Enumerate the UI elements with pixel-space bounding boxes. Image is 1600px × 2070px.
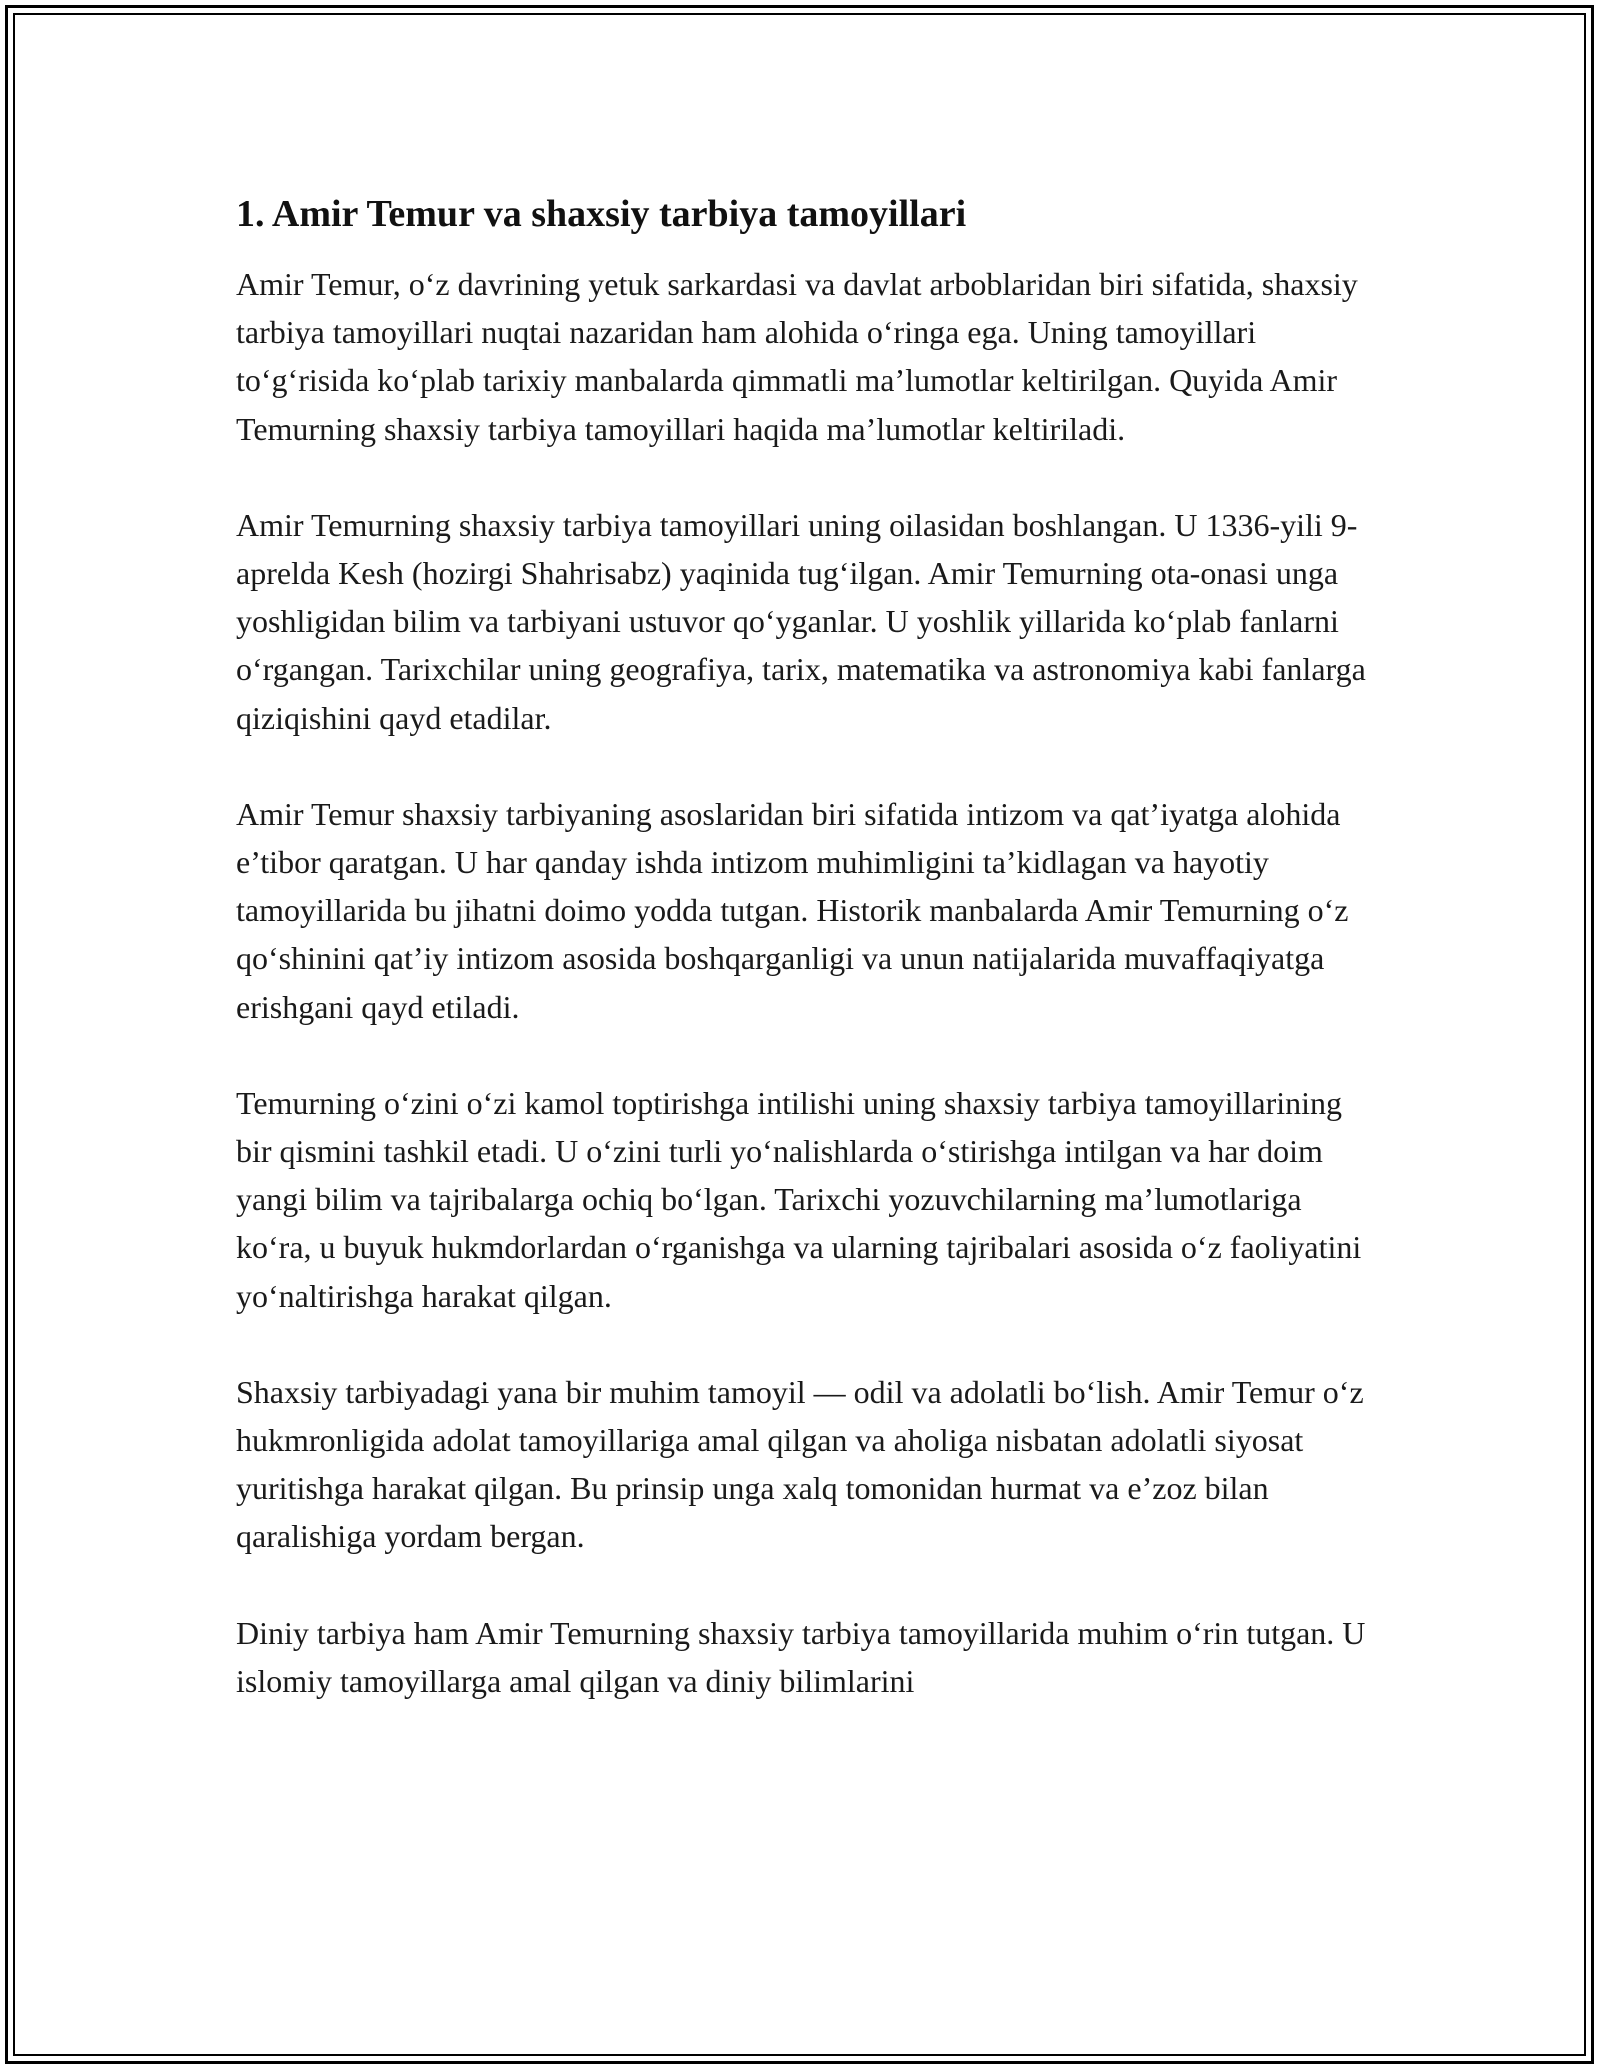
paragraph-religious-upbringing: Diniy tarbiya ham Amir Temurning shaxsiy tarbiya tamoyillarida muhim o‘rin tutgan. U islomiy tamoyillarga amal qilgan va diniy bilimlarini <box>236 1614 1366 1699</box>
paragraph-self-improvement: Temurning o‘zini o‘zi kamol toptirishga intilishi uning shaxsiy tarbiya tamoyillarining bir qismini tashkil etadi. U o‘zini turli yo‘nalishlarda o‘stirishga intilgan va har doim yangi bilim va tajribalarga ochiq bo‘lgan. Tarixchi yozuvchilarning ma’lumotlariga ko‘ra, u buyuk hukmdorlardan o‘rganishga va ularning tajribalari asosida o‘z faoliyatini yo‘naltirishga harakat qilgan. <box>236 1084 1362 1314</box>
paragraph-discipline: Amir Temur shaxsiy tarbiyaning asoslaridan biri sifatida intizom va qat’iyatga alohida e’tibor qaratgan. U har qanday ishda intizom muhimligini ta’kidlagan va hayotiy tamoyillarida bu jihatni doimo yodda tutgan. Historik manbalarda Amir Temurning o‘z qo‘shinini qat’iy intizom asosida boshqarganligi va unun natijalarida muvaffaqiyatga erishgani qayd etiladi. <box>236 795 1349 1025</box>
document-body <box>236 184 1366 1753</box>
paragraph-family-upbringing: Amir Temurning shaxsiy tarbiya tamoyillari uning oilasidan boshlangan. U 1336-yili 9-aprelda Kesh (hozirgi Shahrisabz) yaqinida tug‘ilgan. Amir Temurning ota-onasi unga yoshligidan bilim va tarbiyani ustuvor qo‘yganlar. U yoshlik yillarida ko‘plab fanlarni o‘rgangan. Tarixchilar uning geografiya, tarix, matematika va astronomiya kabi fanlarga qiziqishini qayd etadilar. <box>236 506 1366 736</box>
paragraph-justice: Shaxsiy tarbiyadagi yana bir muhim tamoyil — odil va adolatli bo‘lish. Amir Temur o‘z hukmronligida adolat tamoyillariga amal qilgan va aholiga nisbatan adolatli siyosat yuritishga harakat qilgan. Bu prinsip unga xalq tomonidan hurmat va e’zoz bilan qaralishiga yordam bergan. <box>236 1373 1364 1555</box>
paragraph-intro: Amir Temur, o‘z davrining yetuk sarkardasi va davlat arboblaridan biri sifatida, shaxsiy tarbiya tamoyillari nuqtai nazaridan ham alohida o‘ringa ega. Uning tamoyillari to‘g‘risida ko‘plab tarixiy manbalarda qimmatli ma’lumotlar keltirilgan. Quyida Amir Temurning shaxsiy tarbiya tamoyillari haqida ma’lumotlar keltiriladi. <box>236 266 1358 447</box>
section-heading: 1. Amir Temur va shaxsiy tarbiya tamoyillari <box>236 193 967 235</box>
